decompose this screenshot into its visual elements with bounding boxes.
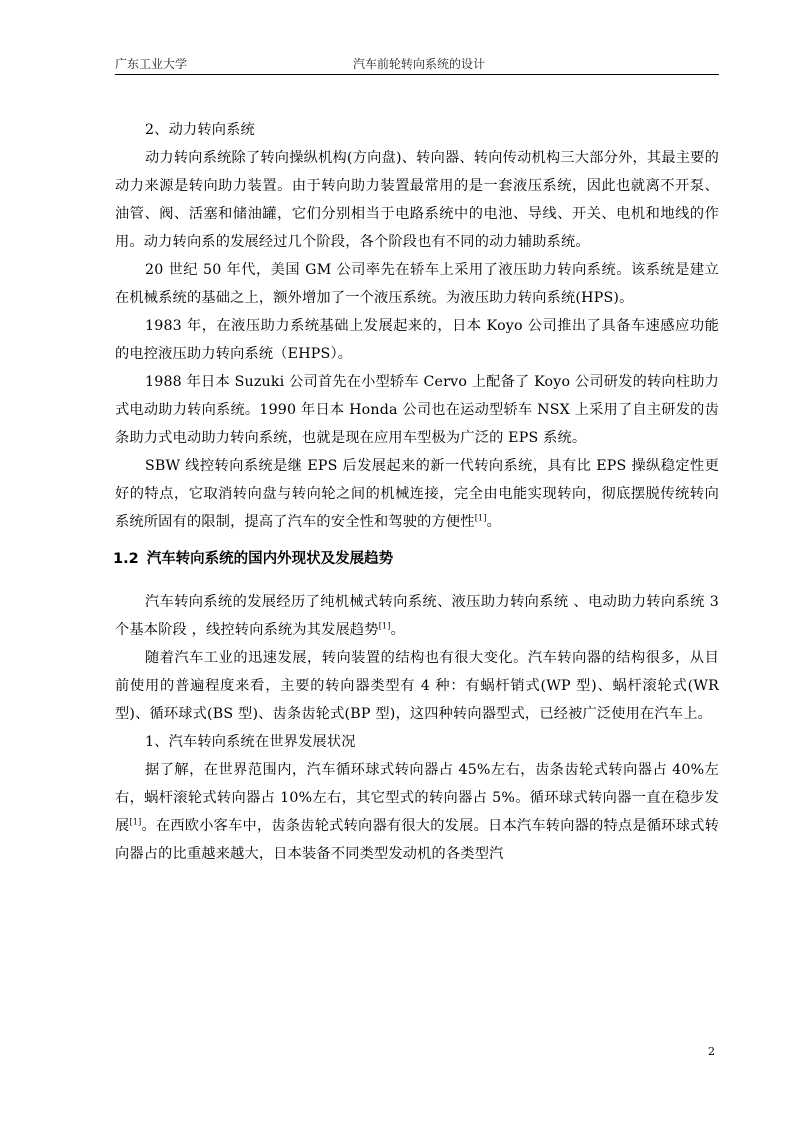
paragraph-end: 。 [486, 514, 502, 530]
page-header [115, 55, 719, 75]
paragraph [115, 452, 719, 536]
citation: [1] [474, 513, 487, 523]
paragraph-end: 。在西欧小客车中，齿条齿轮式转向器有很大的发展。日本汽车转向器的特点是循环球式转向器占的比重越来越大，日本装备不同类型发动机的各类型汽 [115, 818, 719, 862]
paragraph [115, 756, 719, 868]
paragraph-text: 汽车转向系统的发展经历了纯机械式转向系统、液压助力转向系统 、电动助力转向系统 3 个基本阶段 ，线控转向系统为其发展趋势 [115, 594, 719, 638]
paragraph: 随着汽车工业的迅速发展，转向装置的结构也有很大变化。汽车转向器的结构很多，从目前使用的普遍程度来看，主要的转向器类型有 4 种：有蜗杆销式(WP 型)、蜗杆滚轮式(WR 型)、循环球式(BS 型)、齿条齿轮式(BP 型)，这四种转向器型式，已经被广泛使用在汽车上。 [115, 650, 719, 722]
paragraph: 1983 年，在液压助力系统基础上发展起来的，日本 Koyo 公司推出了具备车速感应功能的电控液压助力转向系统（EHPS）。 [115, 318, 719, 362]
paragraph: 2、动力转向系统 [145, 122, 255, 138]
paragraph-text: SBW 线控转向系统是继 EPS 后发展起来的新一代转向系统，具有比 EPS 操纵稳定性更好的特点，它取消转向盘与转向轮之间的机械连接，完全由电能实现转向，彻底摆脱传统转向系统所固有的限制，提高了汽车的安全性和驾驶的方便性 [115, 458, 719, 530]
citation: [1] [129, 817, 142, 827]
paragraph: 动力转向系统除了转向操纵机构(方向盘)、转向器、转向传动机构三大部分外，其最主要的动力来源是转向助力装置。由于转向助力装置最常用的是一套液压系统，因此也就离不开泵、油管、阀、活塞和储油罐，它们分别相当于电路系统中的电池、导线、开关、电机和地线的作用。动力转向系的发展经过几个阶段，各个阶段也有不同的动力辅助系统。 [115, 150, 719, 250]
section-number: 1.2 [113, 551, 139, 567]
paragraph-text: 据了解，在世界范围内，汽车循环球式转向器占 45%左右，齿条齿轮式转向器占 40%左右，蜗杆滚轮式转向器占 10%左右，其它型式的转向器占 5%。循环球式转向器一直在稳步发展 [115, 762, 719, 834]
citation: [1] [378, 621, 391, 631]
section-title: 汽车转向系统的国内外现状及发展趋势 [146, 551, 394, 567]
document-body [115, 116, 719, 868]
paragraph: 1988 年日本 Suzuki 公司首先在小型轿车 Cervo 上配备了 Koyo 公司研发的转向柱助力式电动助力转向系统。1990 年日本 Honda 公司也在运动型轿车 NSX 上采用了自主研发的齿条助力式电动助力转向系统，也就是现在应用车型极为广泛的 EPS 系统。 [115, 374, 719, 446]
header-university: 广东工业大学 [115, 57, 188, 71]
paragraph [115, 588, 719, 644]
header-divider [115, 74, 719, 75]
page-number: 2 [708, 1045, 715, 1058]
paragraph: 20 世纪 50 年代，美国 GM 公司率先在轿车上采用了液压助力转向系统。该系统是建立在机械系统的基础之上，额外增加了一个液压系统。为液压助力转向系统(HPS)。 [115, 262, 719, 306]
paragraph: 1、汽车转向系统在世界发展状况 [145, 734, 356, 750]
header-thesis-title: 汽车前轮转向系统的设计 [353, 57, 486, 71]
paragraph-end: 。 [390, 622, 406, 638]
section-heading [113, 548, 719, 570]
